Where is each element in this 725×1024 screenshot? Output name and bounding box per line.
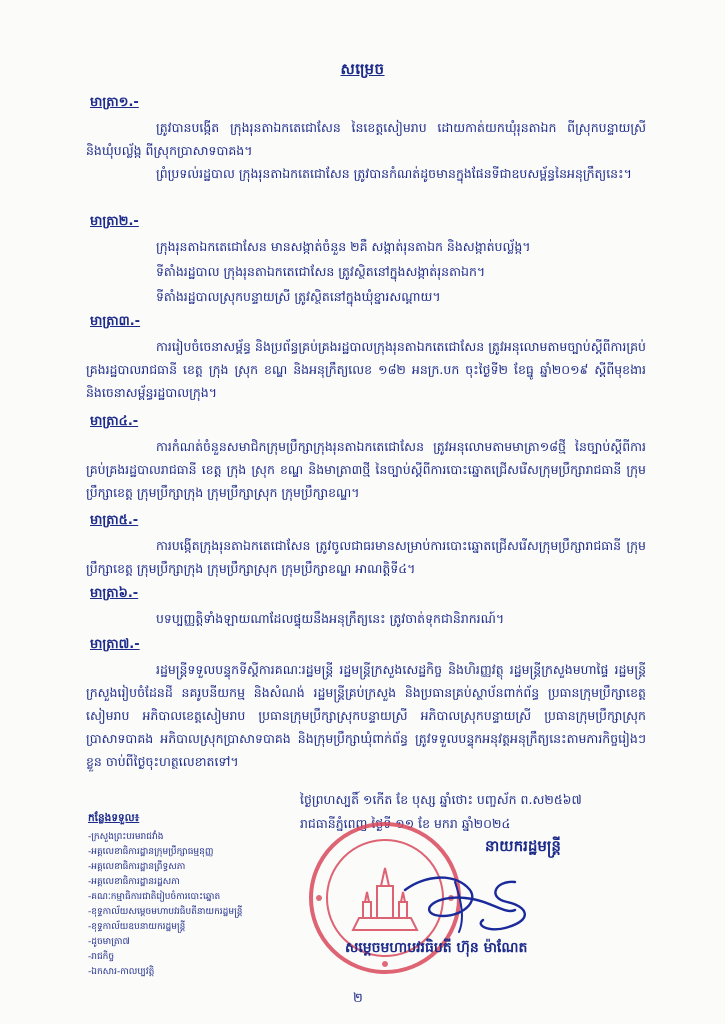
article-2-paragraph-3: ទីតាំងរដ្ឋបាលស្រុកបន្ទាយស្រី ត្រូវស្ថិតនៅក្នុងឃុំខ្នារសណ្ដាយ។ xyxy=(156,289,441,304)
cc-list xyxy=(88,830,338,980)
cc-item: -ឯកសារ-កាលប្បវត្តិ xyxy=(88,967,155,977)
handwritten-signature xyxy=(395,860,570,935)
cc-item: -ខុទ្ទកាល័យសម្ដេចមហាបវរធិបតីនាយករដ្ឋមន្ត្រី xyxy=(88,907,243,917)
cc-item: -គណៈកម្មាធិការជាតិរៀបចំការបោះឆ្នោត xyxy=(88,892,221,902)
article-6-paragraph-1: បទប្បញ្ញត្តិទាំងឡាយណាដែលផ្ទុយនឹងអនុក្រឹត្យនេះ ត្រូវចាត់ទុកជានិរាករណ៍។ xyxy=(156,611,505,626)
cc-item: -ដូចមាត្រា៧ xyxy=(88,937,130,947)
article-3-heading: មាត្រា៣.- xyxy=(90,314,141,329)
signer-title: នាយករដ្ឋមន្ត្រី xyxy=(485,837,561,855)
article-5-heading: មាត្រា៥.- xyxy=(90,513,139,528)
article-2-paragraph-1: ក្រុងរុនតាឯកតេជោសែន មានសង្កាត់ចំនួន ២គឺ សង្កាត់រុនតាឯក និងសង្កាត់បល្ល័ង្ក។ xyxy=(156,239,531,254)
signer-name: សម្ដេចមហាបវរធិបតី ហ៊ុន ម៉ាណែត xyxy=(345,940,528,956)
article-1-heading: មាត្រា១.- xyxy=(90,95,139,110)
cc-item: -ក្រសួងព្រះបរមរាជវាំង xyxy=(88,832,164,842)
article-6-heading: មាត្រា៦.- xyxy=(90,586,139,601)
cc-item: -ខុទ្ទកាល័យឧបនាយករដ្ឋមន្ត្រី xyxy=(88,922,186,932)
article-7-heading: មាត្រា៧.- xyxy=(90,637,140,652)
article-2-heading: មាត្រា២.- xyxy=(90,214,139,229)
article-3-paragraph-1: ការរៀបចំចេនាសម្ព័ន្ធ និងប្រព័ន្ធគ្រប់គ្រងរដ្ឋបាលក្រុងរុនតាឯកតេជោសែន ត្រូវអនុលោមតាមច្បាប់ស្ដីពីការគ្រប់គ្រងរដ្ឋបាលរាជធានី ខេត្ត ក្រុង ស្រុក ខណ្ឌ និងអនុក្រឹត្យលេខ ១៨២ អនក្រ.បក ចុះថ្ងៃទី២ ខែធ្នូ ឆ្នាំ២០១៩ ស្ដីពីមុខងារ និងចេនាសម្ព័ន្ធរដ្ឋបាលក្រុង។ xyxy=(86,339,646,400)
lunar-date-line: ថ្ងៃព្រហស្បតិ៍ ១កើត ខែ បុស្ស ឆ្នាំថោះ បញ្ចស័ក ព.ស២៥៦៧ xyxy=(300,792,582,807)
cc-item: -រាជកិច្ច xyxy=(88,952,115,962)
article-7-paragraph-1: រដ្ឋមន្ត្រីទទួលបន្ទុកទីស្ដីការគណៈរដ្ឋមន្ត្រី រដ្ឋមន្ត្រីក្រសួងសេដ្ឋកិច្ច និងហិរញ្ញវត្ថុ រដ្ឋមន្ត្រីក្រសួងមហាផ្ទៃ រដ្ឋមន្ត្រីក្រសួងរៀបចំដែនដី នគរូបនីយកម្ម និងសំណង់ រដ្ឋមន្ត្រីគ្រប់ក្រសួង និងប្រធានគ្រប់ស្ថាប័នពាក់ព័ន្ធ ប្រធានក្រុមប្រឹក្សាខេត្តសៀមរាប អភិបាលខេត្តសៀមរាប ប្រធានក្រុមប្រឹក្សាស្រុកបន្ទាយស្រី អភិបាលស្រុកបន្ទាយស្រី ប្រធានក្រុមប្រឹក្សាស្រុកប្រាសាទបាគង អភិបាលស្រុកប្រាសាទបាគង និងក្រុមប្រឹក្សាឃុំពាក់ព័ន្ធ ត្រូវទទួលបន្ទុកអនុវត្តអនុក្រឹត្យនេះតាមភារកិច្ចរៀងៗខ្លួន ចាប់ពីថ្ងៃចុះហត្ថលេខាតទៅ។ xyxy=(86,662,646,769)
article-2-paragraph-2: ទីតាំងរដ្ឋបាល ក្រុងរុនតាឯកតេជោសែន ត្រូវស្ថិតនៅក្នុងសង្កាត់រុនតាឯក។ xyxy=(156,264,486,279)
article-1-paragraph-1: ត្រូវបានបង្កើត ក្រុងរុនតាឯកតេជោសែន នៃខេត្តសៀមរាប ដោយកាត់យកឃុំរុនតាឯក ពីស្រុកបន្ទាយស្រី និងឃុំបល្ល័ង្ក ពីស្រុកប្រាសាទបាគង។ xyxy=(86,120,646,158)
solar-date-line: រាជធានីភ្នំពេញ ថ្ងៃទី ១១ ខែ មករា ឆ្នាំ២០២៤ xyxy=(300,816,511,831)
article-1-paragraph-2: ព្រំប្រទល់រដ្ឋបាល ក្រុងរុនតាឯកតេជោសែន ត្រូវបានកំណត់ដូចមានក្នុងផែនទីជាឧបសម្ព័ន្ធនៃអនុក្រឹត្យនេះ។ xyxy=(156,166,632,181)
cc-item: -អគ្គលេខាធិការដ្ឋានរដ្ឋសភា xyxy=(88,877,180,887)
cc-heading: កន្លែងទទួល៖ xyxy=(88,812,140,824)
document-title: សម្រេច xyxy=(340,60,385,78)
article-4-heading: មាត្រា៤.- xyxy=(90,414,139,429)
article-4-paragraph-1: ការកំណត់ចំនួនសមាជិកក្រុមប្រឹក្សាក្រុងរុនតាឯកតេជោសែន ត្រូវអនុលោមតាមមាត្រា១៨ថ្មី នៃច្បាប់ស្ដីពីការគ្រប់គ្រងរដ្ឋបាលរាជធានី ខេត្ត ក្រុង ស្រុក ខណ្ឌ និងមាត្រា៣ថ្មី នៃច្បាប់ស្ដីពីការបោះឆ្នោតជ្រើសរើសក្រុមប្រឹក្សារាជធានី ក្រុមប្រឹក្សាខេត្ត ក្រុមប្រឹក្សាក្រុង ក្រុមប្រឹក្សាស្រុក ក្រុមប្រឹក្សាខណ្ឌ។ xyxy=(86,439,646,500)
page-number: ២ xyxy=(353,991,363,1006)
cc-item: -អគ្គលេខាធិការដ្ឋានព្រឹទ្ធសភា xyxy=(88,862,186,872)
cc-item: -អគ្គលេខាធិការដ្ឋានក្រុមប្រឹក្សាធម្មនុញ្ញ xyxy=(88,847,214,857)
article-5-paragraph-1: ការបង្កើតក្រុងរុនតាឯកតេជោសែន ត្រូវចូលជាធរមានសម្រាប់ការបោះឆ្នោតជ្រើសរើសក្រុមប្រឹក្សារាជធានី ក្រុមប្រឹក្សាខេត្ត ក្រុមប្រឹក្សាក្រុង ក្រុមប្រឹក្សាស្រុក ក្រុមប្រឹក្សាខណ្ឌ អាណត្តិទី៤។ xyxy=(86,538,646,576)
